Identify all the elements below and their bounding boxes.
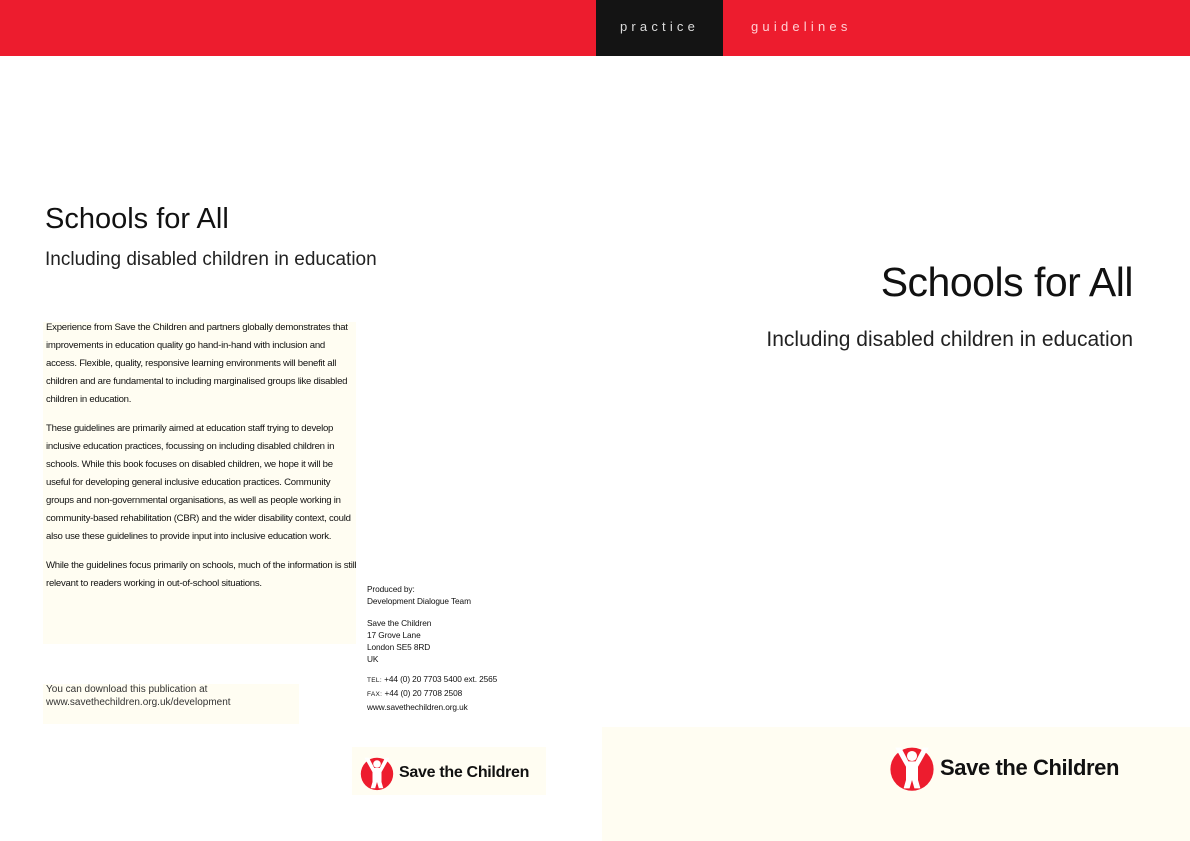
tab-guidelines: guidelines [751, 18, 852, 34]
save-the-children-emblem-icon [888, 742, 936, 794]
save-the-children-emblem-icon [359, 754, 395, 792]
fax-label: FAX: [367, 691, 383, 698]
back-cover-title: Schools for All [45, 203, 229, 235]
fax [367, 687, 497, 701]
download-text: You can download this publication at [46, 684, 208, 695]
front-cover-subtitle: Including disabled children in education [766, 328, 1133, 351]
back-cover-subtitle: Including disabled children in education [45, 249, 377, 270]
logo-wordmark: Save the Children [940, 755, 1120, 780]
produced-by-team: Development Dialogue Team [367, 596, 471, 606]
download-note [46, 683, 231, 709]
address-line-2: London SE5 8RD [367, 642, 431, 652]
blurb-paragraph-2: These guidelines are primarily aimed at education staff trying to develop inclusive education practices, focussing on including disabled children in schools. While this book focuses on disabled children, we hope it will be useful for developing general inclusive education practices. Community groups and non-governmental organisations, as well as people working in community-based rehabilitation (CBR) and the wider disability context, could also use these guidelines to provide input into inclusive education work. [46, 423, 351, 542]
tab-practice: practice [596, 0, 723, 56]
blurb-paragraph-1: Experience from Save the Children and partners globally demonstrates that improvements in education quality go hand-in-hand with inclusion and access. Flexible, quality, responsive learning environments will benefit all children and are fundamental to including marginalised groups like disabled children in education. [46, 322, 348, 405]
publisher-info [367, 583, 497, 713]
org-name: Save the Children [367, 618, 432, 628]
tel-number: +44 (0) 20 7703 5400 ext. 2565 [384, 674, 498, 684]
blurb-paragraph-3: While the guidelines focus primarily on schools, much of the information is still relevant to readers working in out-of-school situations. [46, 560, 357, 589]
website-link[interactable]: www.savethechildren.org.uk [367, 702, 468, 712]
address-line-3: UK [367, 654, 379, 664]
logo-wordmark: Save the Children [399, 764, 530, 781]
tel-label: TEL: [367, 677, 382, 684]
top-banner [0, 0, 1190, 56]
save-the-children-logo-small [359, 754, 529, 792]
address-line-1: 17 Grove Lane [367, 630, 421, 640]
produced-by-label: Produced by: [367, 584, 415, 594]
telephone [367, 673, 497, 687]
fax-number: +44 (0) 20 7708 2508 [384, 688, 463, 698]
download-link[interactable]: www.savethechildren.org.uk/development [46, 697, 231, 708]
save-the-children-logo-large [888, 742, 1119, 794]
blurb-text [46, 319, 358, 604]
front-cover-title: Schools for All [880, 259, 1133, 305]
